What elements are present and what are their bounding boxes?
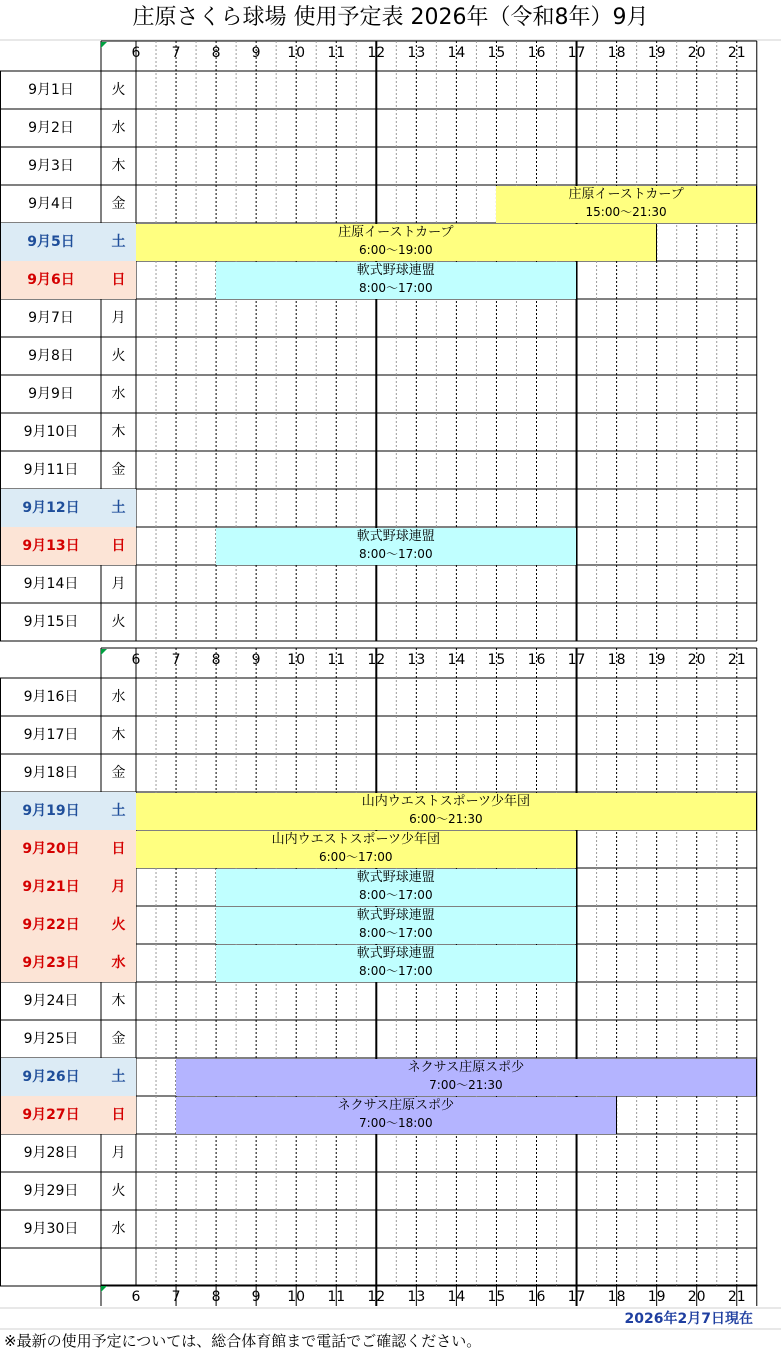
date-cell: 9月23日 [1, 944, 101, 982]
date-cell: 9月13日 [1, 527, 101, 565]
weekday-cell: 水 [111, 689, 126, 705]
weekday-cell: 火 [101, 906, 136, 944]
date-cell: 9月27日 [1, 1096, 101, 1134]
date-cell: 9月19日 [1, 792, 101, 830]
event-name: 山内ウエストスポーツ少年団 [361, 793, 531, 809]
hour-label: 20 [687, 1289, 706, 1305]
weekday-cell: 水 [111, 386, 126, 402]
hour-label: 12 [367, 1289, 386, 1305]
date-cell: 9月25日 [23, 1031, 79, 1047]
as-of-date: 2026年2月7日現在 [624, 1311, 753, 1327]
event-name: 軟式野球連盟 [356, 262, 435, 278]
hour-label: 8 [211, 652, 221, 668]
date-cell: 9月21日 [1, 868, 101, 906]
hour-label: 11 [327, 652, 346, 668]
event-name: 軟式野球連盟 [356, 869, 435, 885]
hour-label: 14 [447, 652, 466, 668]
date-cell: 9月10日 [23, 424, 79, 440]
hour-label: 9 [251, 45, 261, 61]
date-cell: 9月15日 [23, 614, 79, 630]
date-cell: 9月14日 [23, 576, 79, 592]
weekday-cell: 金 [111, 1031, 126, 1047]
hour-label: 19 [647, 1289, 666, 1305]
event-name: 庄原イーストカープ [338, 224, 454, 240]
hour-label: 21 [727, 652, 746, 668]
event-block [216, 945, 576, 982]
weekday-cell: 月 [111, 1145, 126, 1161]
hour-label: 7 [171, 1289, 181, 1305]
event-time: 8:00〜17:00 [359, 963, 433, 978]
hour-label: 21 [727, 45, 746, 61]
date-cell: 9月20日 [1, 830, 101, 868]
event-block [216, 262, 576, 299]
cell-marker-icon [101, 42, 107, 48]
weekday-cell: 月 [111, 310, 126, 326]
weekday-cell: 火 [111, 82, 126, 98]
weekday-cell: 土 [101, 792, 136, 830]
date-cell: 9月30日 [23, 1221, 79, 1237]
hour-label: 17 [567, 1289, 586, 1305]
event-time: 8:00〜17:00 [359, 546, 433, 561]
event-name: 庄原イーストカープ [568, 186, 684, 202]
hour-label: 12 [367, 45, 386, 61]
date-cell: 9月18日 [23, 765, 79, 781]
date-cell: 9月24日 [23, 993, 79, 1009]
weekday-cell: 木 [111, 424, 126, 440]
page-title: 庄原さくら球場 使用予定表 2026年（令和8年）9月 [132, 5, 649, 30]
event-block [216, 528, 576, 565]
hour-label: 7 [171, 45, 181, 61]
hour-label: 15 [487, 1289, 506, 1305]
hour-label: 17 [567, 652, 586, 668]
hour-label: 9 [251, 652, 261, 668]
date-cell: 9月5日 [1, 223, 101, 261]
hour-label: 16 [527, 45, 546, 61]
date-cell: 9月28日 [23, 1145, 79, 1161]
hour-label: 6 [131, 45, 141, 61]
hour-label: 15 [487, 45, 506, 61]
event-block [216, 869, 576, 906]
notice-text: ※最新の使用予定については、総合体育館まで電話でご確認ください。 [4, 1332, 482, 1350]
event-time: 7:00〜18:00 [359, 1115, 433, 1130]
hour-label: 13 [407, 45, 426, 61]
date-cell: 9月26日 [1, 1058, 101, 1096]
date-cell: 9月3日 [28, 158, 74, 174]
date-cell: 9月12日 [1, 489, 101, 527]
date-cell: 9月11日 [23, 462, 79, 478]
date-cell: 9月16日 [23, 689, 79, 705]
date-cell: 9月8日 [28, 348, 74, 364]
weekday-cell: 日 [101, 1096, 136, 1134]
event-time: 8:00〜17:00 [359, 280, 433, 295]
event-name: 山内ウエストスポーツ少年団 [271, 831, 440, 847]
weekday-cell: 水 [101, 944, 136, 982]
date-cell: 9月29日 [23, 1183, 79, 1199]
hour-label: 11 [327, 45, 346, 61]
hour-label: 13 [407, 1289, 426, 1305]
event-time: 7:00〜21:30 [429, 1077, 503, 1092]
event-block [216, 907, 576, 944]
event-time: 6:00〜17:00 [319, 849, 393, 864]
date-cell: 9月17日 [23, 727, 79, 743]
date-cell: 9月4日 [28, 196, 74, 212]
hour-label: 18 [607, 45, 626, 61]
date-cell: 9月1日 [28, 82, 74, 98]
event-block [176, 1059, 757, 1096]
event-block [136, 793, 757, 830]
weekday-cell: 火 [111, 614, 126, 630]
weekday-cell: 日 [101, 830, 136, 868]
hour-label: 7 [171, 652, 181, 668]
hour-label: 6 [131, 652, 141, 668]
weekday-cell: 日 [101, 527, 136, 565]
hour-label: 18 [607, 1289, 626, 1305]
hour-label: 14 [447, 45, 466, 61]
weekday-cell: 水 [111, 1221, 126, 1237]
weekday-cell: 火 [111, 1183, 126, 1199]
weekday-cell: 日 [101, 261, 136, 299]
hour-label: 16 [527, 652, 546, 668]
hour-label: 14 [447, 1289, 466, 1305]
event-block [136, 224, 657, 261]
date-cell: 9月22日 [1, 906, 101, 944]
hour-label: 19 [647, 652, 666, 668]
weekday-cell: 金 [111, 765, 126, 781]
event-name: 軟式野球連盟 [356, 945, 435, 961]
event-name: 軟式野球連盟 [356, 907, 435, 923]
weekday-cell: 木 [111, 727, 126, 743]
hour-label: 18 [607, 652, 626, 668]
event-block [496, 186, 756, 223]
weekday-cell: 金 [111, 196, 126, 212]
hour-label: 20 [687, 652, 706, 668]
event-name: ネクサス庄原スポ少 [337, 1097, 455, 1113]
hour-label: 9 [251, 1289, 261, 1305]
hour-label: 12 [367, 652, 386, 668]
hour-label: 10 [287, 1289, 306, 1305]
hour-label: 13 [407, 652, 426, 668]
weekday-cell: 木 [111, 158, 126, 174]
hour-label: 10 [287, 652, 306, 668]
event-name: 軟式野球連盟 [356, 528, 435, 544]
weekday-cell: 土 [101, 1058, 136, 1096]
weekday-cell: 金 [111, 462, 126, 478]
hour-label: 20 [687, 45, 706, 61]
cell-marker-icon [101, 649, 107, 655]
hour-label: 6 [131, 1289, 141, 1305]
event-block [136, 831, 577, 868]
hour-label: 10 [287, 45, 306, 61]
weekday-cell: 木 [111, 993, 126, 1009]
event-time: 8:00〜17:00 [359, 925, 433, 940]
hour-label: 15 [487, 652, 506, 668]
date-cell: 9月7日 [28, 310, 74, 326]
weekday-cell: 土 [101, 223, 136, 261]
hour-label: 8 [211, 45, 221, 61]
event-block [176, 1097, 617, 1134]
weekday-cell: 水 [111, 120, 126, 136]
event-time: 6:00〜21:30 [409, 811, 483, 826]
date-cell: 9月6日 [1, 261, 101, 299]
date-cell: 9月9日 [28, 386, 74, 402]
event-name: ネクサス庄原スポ少 [407, 1059, 525, 1075]
event-time: 15:00〜21:30 [585, 204, 667, 219]
weekday-cell: 土 [101, 489, 136, 527]
cell-marker-icon [101, 1286, 107, 1292]
event-time: 6:00〜19:00 [359, 242, 433, 257]
weekday-cell: 月 [111, 576, 126, 592]
hour-label: 8 [211, 1289, 221, 1305]
weekday-cell: 月 [101, 868, 136, 906]
hour-label: 11 [327, 1289, 346, 1305]
event-time: 8:00〜17:00 [359, 887, 433, 902]
hour-label: 16 [527, 1289, 546, 1305]
date-cell: 9月2日 [28, 120, 74, 136]
weekday-cell: 火 [111, 348, 126, 364]
hour-label: 21 [727, 1289, 746, 1305]
hour-label: 17 [567, 45, 586, 61]
hour-label: 19 [647, 45, 666, 61]
